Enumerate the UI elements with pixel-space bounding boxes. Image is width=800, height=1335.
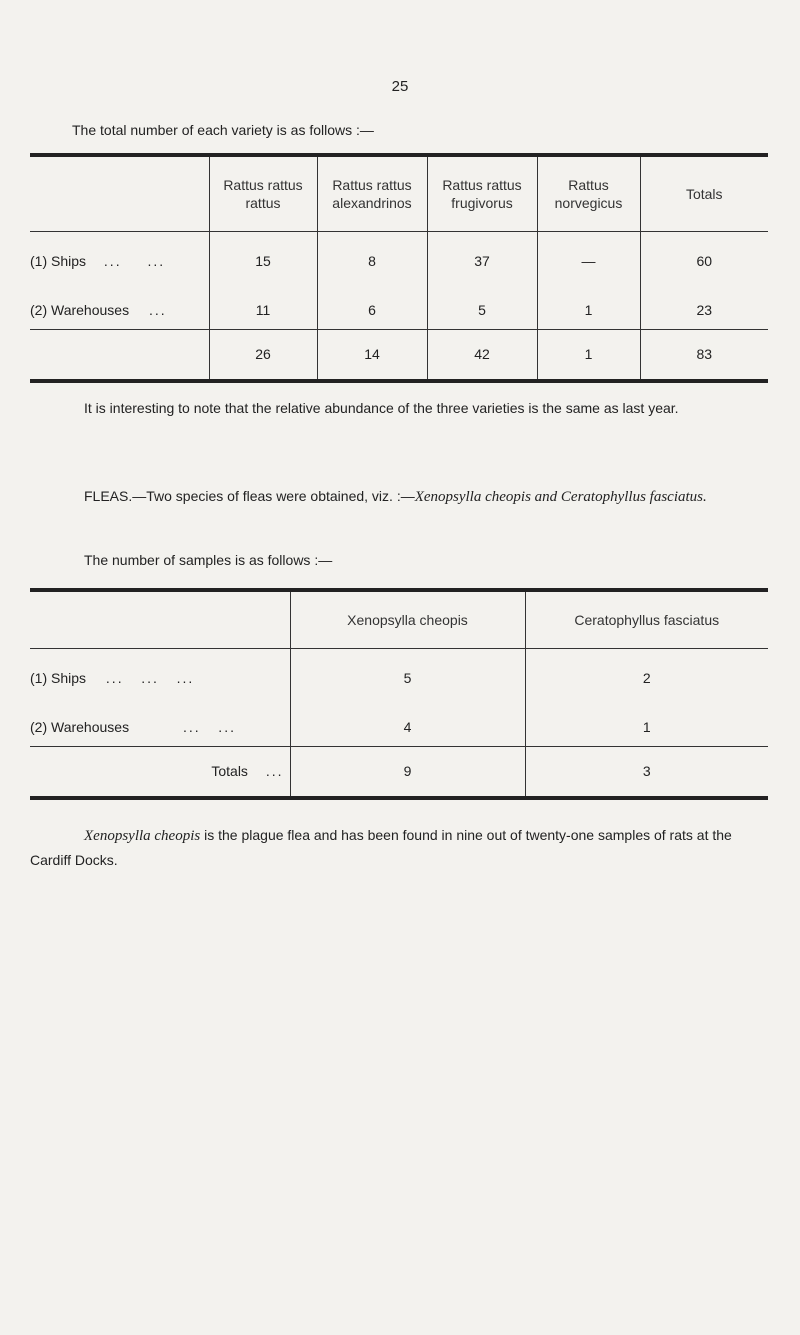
col-header: Ceratophyllus fasciatus [525, 590, 768, 648]
cell: 1 [537, 291, 640, 329]
intro-text: The total number of each variety is as follows :— [72, 122, 374, 138]
closing-text: is the plague flea and has been found in nine out of twenty-one samples of rats at the Cardiff Docks. [30, 827, 732, 868]
cell: 6 [317, 291, 427, 329]
table-row [30, 708, 768, 746]
col-header: Xenopsylla cheopis [290, 590, 525, 648]
total-cell: 14 [317, 329, 427, 381]
cell: 8 [317, 231, 427, 291]
cell: 60 [640, 231, 768, 291]
cell: 4 [290, 708, 525, 746]
table-row [30, 648, 768, 708]
total-cell: 1 [537, 329, 640, 381]
cell: 2 [525, 648, 768, 708]
totals-label-cell [30, 329, 209, 381]
row-label [30, 231, 209, 291]
cell: 1 [525, 708, 768, 746]
row-label-text: (2) Warehouses [30, 301, 130, 318]
leader-dots: ... ... ... [105, 670, 195, 687]
paragraph-fleas [30, 484, 745, 509]
fleas-species: Xenopsylla cheopis and Ceratophyllus fasciatus. [414, 489, 707, 505]
row-label [30, 648, 290, 708]
paragraph-plague-flea [30, 823, 745, 872]
totals-label: Totals [211, 763, 248, 780]
col-header: Rattus rattus rattus [209, 155, 317, 231]
col-header: Rattus norvegicus [537, 155, 640, 231]
cell: 5 [427, 291, 537, 329]
total-cell: 83 [640, 329, 768, 381]
cell: 37 [427, 231, 537, 291]
totals-label-cell [30, 746, 290, 798]
col-header: Rattus rattus frugivorus [427, 155, 537, 231]
page-number: 25 [391, 78, 409, 95]
leader-dots: ... [103, 253, 122, 270]
table-row [30, 231, 768, 291]
total-cell: 3 [525, 746, 768, 798]
samples-intro-text: The number of samples is as follows :— [84, 552, 333, 568]
cell: 5 [290, 648, 525, 708]
total-cell: 42 [427, 329, 537, 381]
row-label-text: (1) Ships [30, 670, 87, 687]
col-header: Totals [640, 155, 768, 231]
total-cell: 26 [209, 329, 317, 381]
table-row [30, 291, 768, 329]
row-label-text: (2) Warehouses [30, 718, 130, 735]
leader-dots: ... [148, 301, 167, 318]
row-label-text: (1) Ships [30, 253, 87, 270]
cell: 23 [640, 291, 768, 329]
rat-varieties-table [30, 153, 768, 383]
leader-dots: ... [147, 253, 166, 270]
cell: — [537, 231, 640, 291]
closing-species: Xenopsylla cheopis [84, 828, 201, 844]
leader-dots: ... ... [182, 718, 236, 735]
leader-dots: ... [265, 763, 284, 780]
flea-samples-table [30, 588, 768, 800]
col-header: Rattus rattus alexandrinos [317, 155, 427, 231]
corner-cell [30, 590, 290, 648]
row-label [30, 708, 290, 746]
total-cell: 9 [290, 746, 525, 798]
totals-row [30, 746, 768, 798]
corner-cell [30, 155, 209, 231]
cell: 11 [209, 291, 317, 329]
paragraph-abundance: It is interesting to note that the relative abundance of the three varieties is the same as last year. [84, 400, 679, 416]
totals-row [30, 329, 768, 381]
fleas-text: FLEAS.—Two species of fleas were obtained, viz. :— [84, 488, 415, 504]
row-label [30, 291, 209, 329]
cell: 15 [209, 231, 317, 291]
